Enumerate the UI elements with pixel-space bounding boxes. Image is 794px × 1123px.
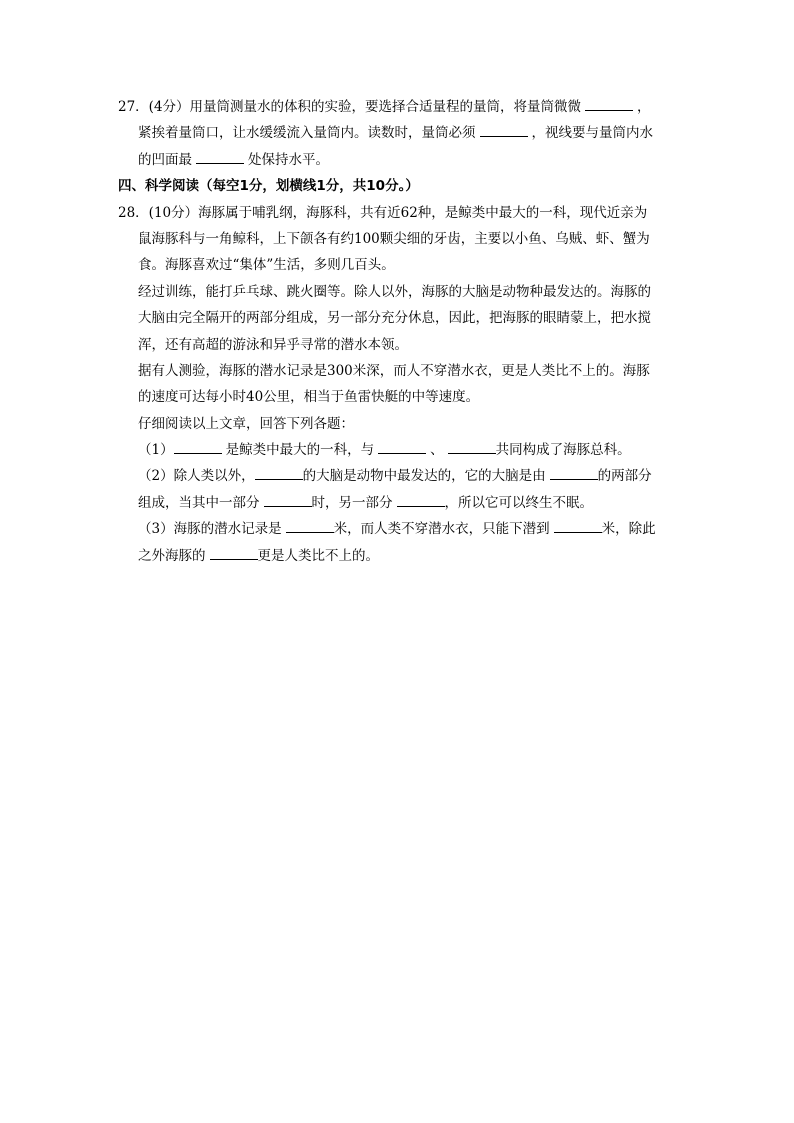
sub1-text: 是鲸类中最大的一科，与 <box>225 442 375 459</box>
q28-passage-line: 28．(10分）海豚属于哺乳纲，海豚科，共有近62种，是鲸类中最大的一科，现代近亲为 <box>118 204 648 221</box>
q28-passage-line: 鼠海豚科与一角鲸科，上下颌各有约100颗尖细的牙齿，主要以小鱼、乌贼、虾、蟹为 <box>138 230 650 247</box>
answer-blank[interactable] <box>264 492 312 507</box>
answer-blank[interactable] <box>397 492 445 507</box>
sub3-text: 更是人类比不上的。 <box>257 547 379 564</box>
q27-line-1 <box>118 94 684 120</box>
sub1-text: 共同构成了海豚总科。 <box>495 442 631 459</box>
q28-sub3-line-2 <box>118 543 684 569</box>
answer-blank[interactable] <box>585 96 633 111</box>
answer-blank[interactable] <box>448 439 496 454</box>
sub3-text: 米，除此 <box>601 521 656 538</box>
sub2-text: 的两部分 <box>597 468 652 485</box>
sub1-text: 、 <box>430 442 444 459</box>
answer-blank[interactable] <box>196 149 244 164</box>
sub1-text: （1） <box>138 442 174 459</box>
q27-text: 紧挨着量筒口，让水缓缓流入量筒内。读数时，量筒必须 <box>138 125 476 142</box>
q27-line-3 <box>118 147 684 173</box>
q28-sub1 <box>118 437 684 463</box>
q28-passage-line: 浑，还有高超的游泳和异乎寻常的潜水本领。 <box>138 336 408 353</box>
answer-blank[interactable] <box>480 122 528 137</box>
q28-passage-line: 经过训练，能打乒乓球、跳火圈等。除人以外，海豚的大脑是动物种最发达的。海豚的 <box>138 283 651 300</box>
q27-text: 处保持水平。 <box>248 151 329 168</box>
sub2-text: 组成，当其中一部分 <box>138 494 260 511</box>
answer-blank[interactable] <box>378 439 426 454</box>
sub2-text: ，所以它可以终生不眠。 <box>444 494 593 511</box>
sub3-text: 之外海豚的 <box>138 547 206 564</box>
sub2-text: （2）除人类以外， <box>138 468 255 485</box>
answer-blank[interactable] <box>286 518 334 533</box>
q27-line-2 <box>118 120 684 146</box>
answer-blank[interactable] <box>554 518 602 533</box>
q27-text: 的凹面最 <box>138 151 192 168</box>
q27-text: ， <box>637 99 651 115</box>
sub2-text: 的大脑是动物中最发达的，它的大脑是由 <box>302 468 546 485</box>
q28-sub3-line-1 <box>118 516 684 542</box>
q28-passage-line: 据有人测验，海豚的潜水记录是300米深，而人不穿潜水衣，更是人类比不上的。海豚 <box>138 362 650 379</box>
answer-blank[interactable] <box>210 545 258 560</box>
section-heading: 四、科学阅读（每空1分，划横线1分，共10分。） <box>118 178 419 195</box>
q28-passage-line: 食。海豚喜欢过“集体”生活，多则几百头。 <box>138 257 395 274</box>
q27-text: ，视线要与量筒内水 <box>531 125 653 142</box>
q28-passage-line: 大脑由完全隔开的两部分组成，另一部分充分休息，因此，把海豚的眼睛蒙上，把水搅 <box>138 310 651 327</box>
q28-sub2-line-2 <box>118 490 684 516</box>
sub3-text: （3）海豚的潜水记录是 <box>138 521 282 538</box>
q28-instruction: 仔细阅读以上文章，回答下列各题： <box>138 415 354 432</box>
q28-passage-line: 的速度可达每小时40公里，相当于鱼雷快艇的中等速度。 <box>138 389 480 406</box>
q28-sub2-line-1 <box>118 463 684 489</box>
sub2-text: 时，另一部分 <box>311 494 393 511</box>
answer-blank[interactable] <box>255 465 303 480</box>
answer-blank[interactable] <box>174 439 222 454</box>
answer-blank[interactable] <box>550 465 598 480</box>
q27-text: 27．(4分）用量筒测量水的体积的实验，要选择合适量程的量筒，将量筒微微 <box>118 99 582 115</box>
sub3-text: 米，而人类不穿潜水衣，只能下潜到 <box>333 521 550 538</box>
exam-content <box>118 94 684 569</box>
